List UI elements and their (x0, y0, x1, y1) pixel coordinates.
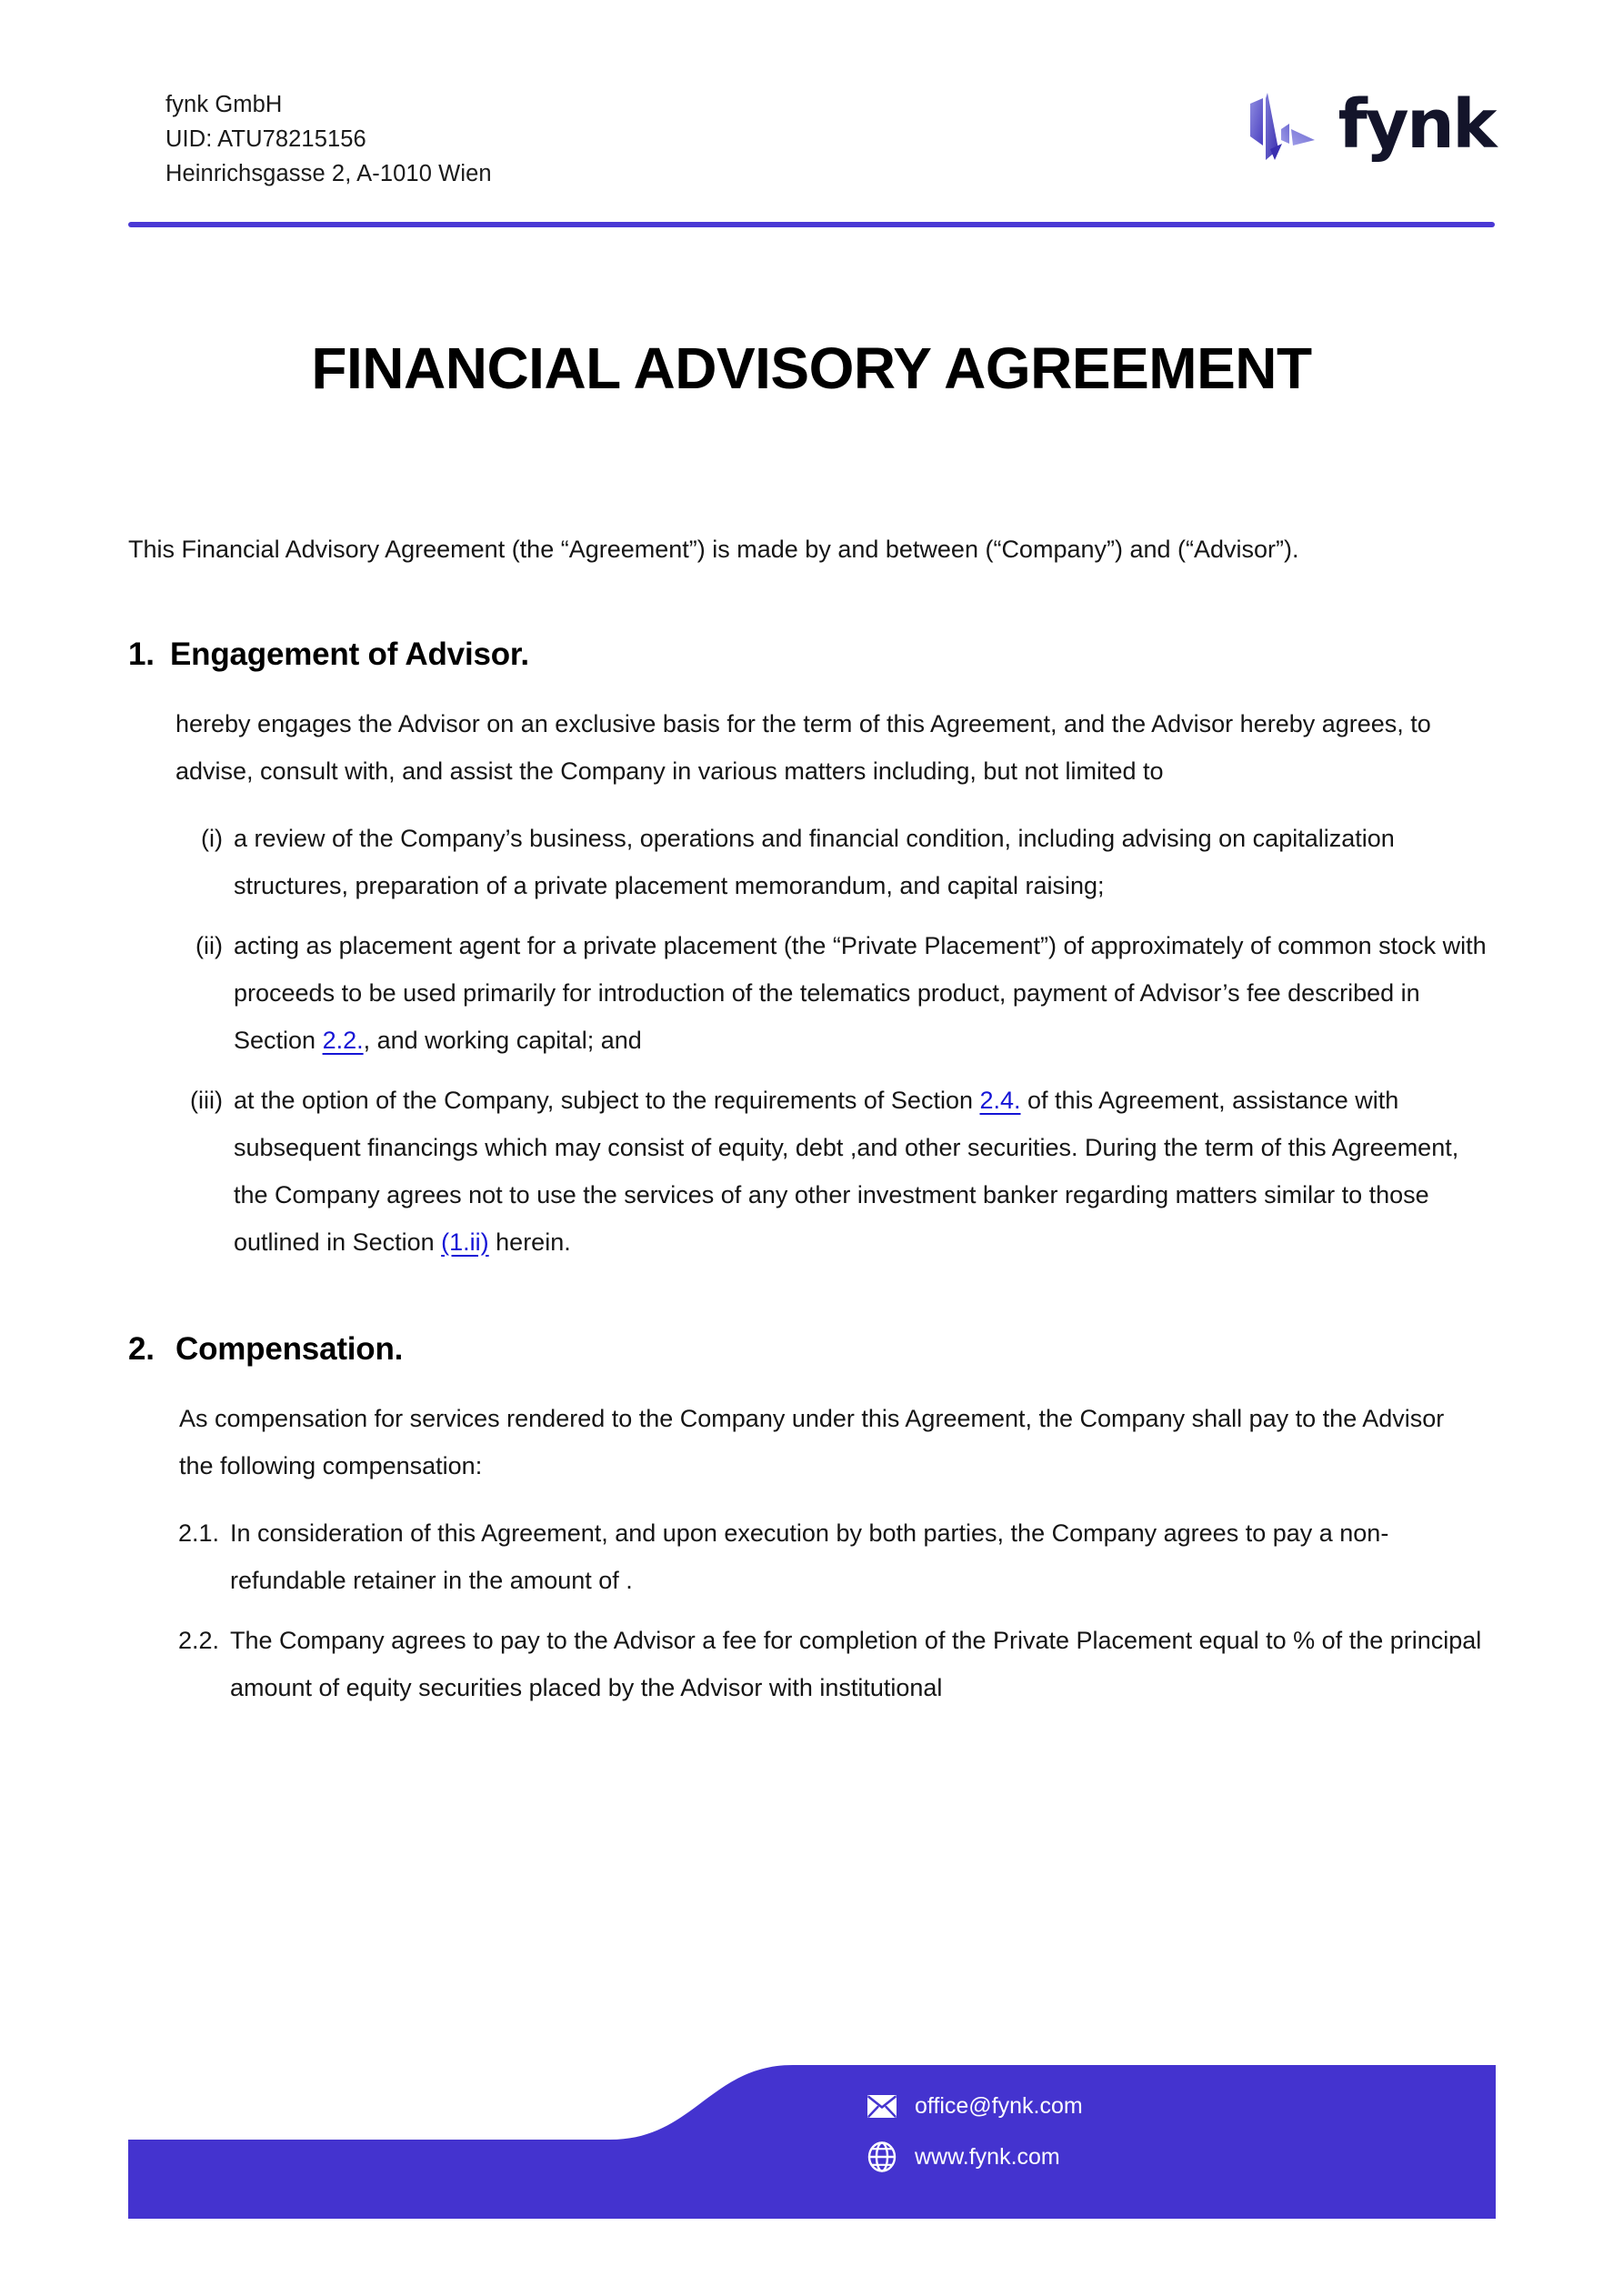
clause-text (234, 922, 1495, 1064)
origami-bird-icon (1247, 89, 1326, 160)
clause-1-ii (128, 922, 1495, 1064)
intro-paragraph: This Financial Advisory Agreement (the “Agreement”) is made by and between (“Company”) and (“Advisor”). (128, 536, 1299, 563)
xref-link-1-ii[interactable]: (1.ii) (441, 1228, 489, 1256)
globe-icon (867, 2141, 897, 2172)
section-2-heading (128, 1326, 1495, 1373)
xref-link-2-2[interactable]: 2.2. (322, 1027, 364, 1054)
fynk-logo (1247, 84, 1495, 165)
section-1-lead: hereby engages the Advisor on an exclusive basis for the term of this Agreement, and the Advisor hereby agrees, to advise, consult with, and assist the Company in various matters including, but not limited to (175, 710, 1431, 785)
section-1-number: 1. (128, 637, 155, 672)
company-street-address: Heinrichsgasse 2, A-1010 Wien (165, 161, 492, 186)
document-body (128, 526, 1495, 1739)
company-name: fynk GmbH (165, 92, 283, 117)
clause-1-i (128, 815, 1495, 909)
page-footer (128, 2065, 1496, 2219)
company-address-block (165, 87, 492, 191)
footer-email-row[interactable] (867, 2090, 1083, 2121)
clause-text-part: , and working capital; and (363, 1027, 642, 1054)
clause-2-2 (128, 1617, 1495, 1711)
company-uid: UID: ATU78215156 (165, 126, 366, 152)
clause-text (234, 1077, 1495, 1266)
envelope-icon (867, 2090, 897, 2121)
header-divider (128, 222, 1495, 227)
section-2 (128, 1326, 1495, 1711)
clause-text-part: herein. (488, 1228, 571, 1256)
footer-website-row[interactable] (867, 2141, 1083, 2172)
clause-marker: (ii) (195, 932, 223, 959)
section-2-clause-list (128, 1509, 1495, 1711)
footer-website-text: www.fynk.com (915, 2144, 1060, 2170)
clause-text (230, 1509, 1495, 1604)
clause-text-part: In consideration of this Agreement, and upon execution by both parties, the Company agrees to pay a non-refundable retainer in the amount of . (230, 1519, 1389, 1594)
clause-text (234, 815, 1495, 909)
clause-text-part: a review of the Company’s business, operations and financial condition, including advising on capitalization structures, preparation of a private placement memorandum, and capital raising; (234, 825, 1395, 899)
clause-text-part: at the option of the Company, subject to the requirements of Section (234, 1087, 980, 1114)
clause-text-part: of this Agreement, assistance with subsequent financings which may consist of equity, debt ,and other securities. During the term of this Agreement, the Company agrees not to use the services of any other investment banker regarding matters similar to those outlined in Section (234, 1087, 1459, 1256)
clause-marker: (iii) (190, 1087, 223, 1114)
clause-marker: 2.1. (177, 1519, 219, 1547)
section-1-title: Engagement of Advisor. (170, 637, 529, 672)
section-1-clause-list (128, 815, 1495, 1266)
section-1 (128, 631, 1495, 1266)
section-2-title: Compensation. (175, 1331, 404, 1367)
clause-marker: 2.2. (177, 1627, 219, 1654)
footer-contact-list (867, 2090, 1083, 2172)
letterhead (128, 87, 1495, 196)
section-2-number: 2. (128, 1331, 155, 1367)
clause-text (230, 1617, 1495, 1711)
clause-text-part: acting as placement agent for a private placement (the “Private Placement”) of approximately of common stock with proceeds to be used primarily for introduction of the telematics product, payment of Advisor’s fee described in Section (234, 932, 1487, 1054)
footer-email-text: office@fynk.com (915, 2093, 1083, 2119)
clause-marker: (i) (201, 825, 223, 852)
page-title: FINANCIAL ADVISORY AGREEMENT (311, 336, 1312, 401)
section-1-heading (128, 631, 1495, 678)
clause-text-part: The Company agrees to pay to the Advisor a fee for completion of the Private Placement equal to % of the principal amount of equity securities placed by the Advisor with institutional (230, 1627, 1482, 1701)
clause-1-iii (128, 1077, 1495, 1266)
section-2-lead: As compensation for services rendered to the Company under this Agreement, the Company shall pay to the Advisor the following compensation: (179, 1405, 1445, 1479)
clause-2-1 (128, 1509, 1495, 1604)
xref-link-2-4[interactable]: 2.4. (979, 1087, 1021, 1114)
fynk-wordmark: fynk (1337, 85, 1495, 164)
footer-banner-shape (128, 2065, 1496, 2219)
